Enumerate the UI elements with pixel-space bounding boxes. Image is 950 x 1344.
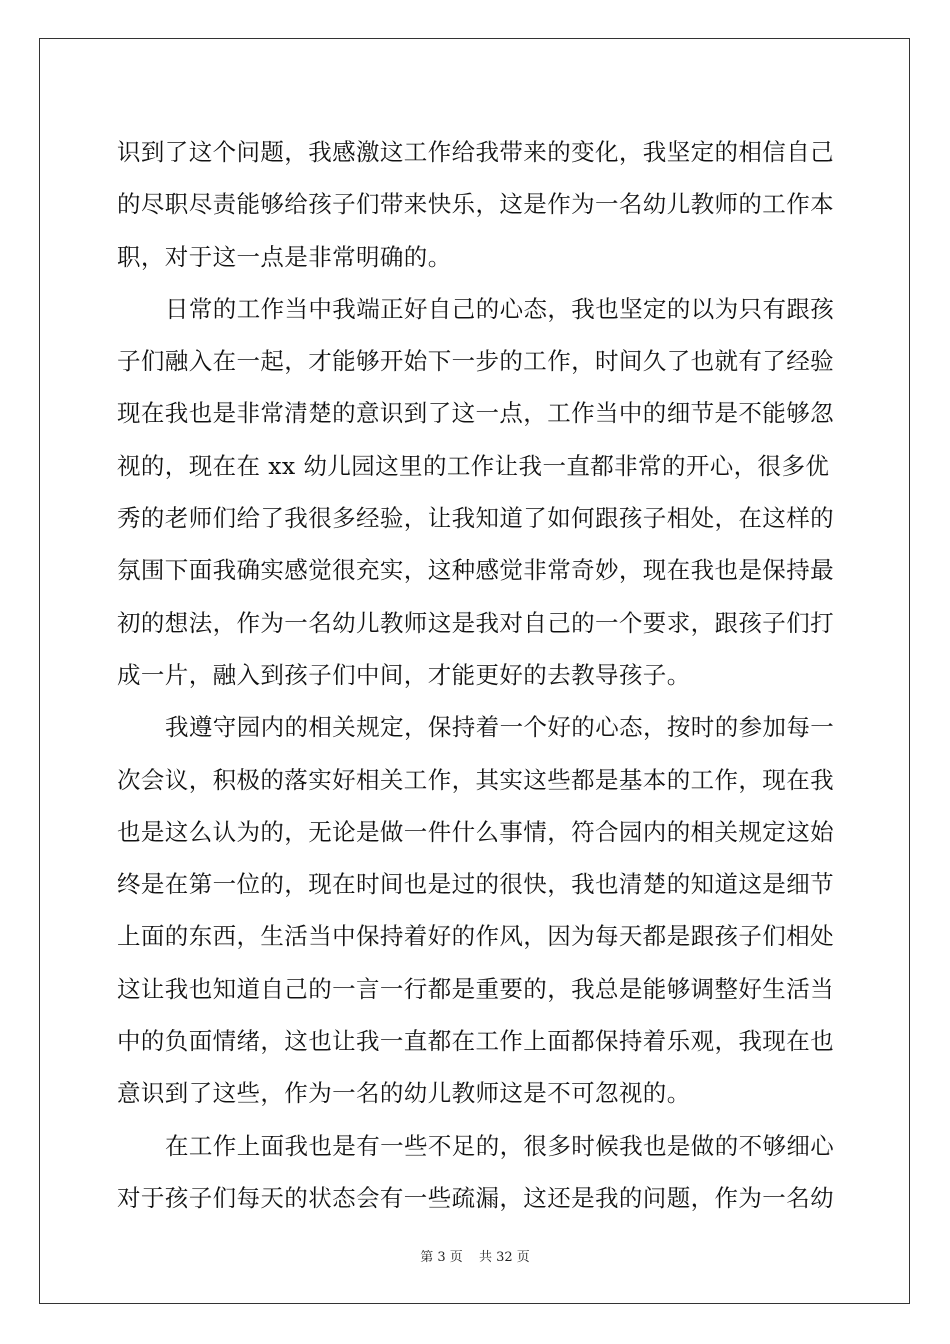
text-line: 次会议，积极的落实好相关工作，其实这些都是基本的工作，现在我 [117,765,834,794]
text-line: 现在我也是非常清楚的意识到了这一点，工作当中的细节是不能够忽 [117,399,834,428]
text-line: 成一片，融入到孩子们中间，才能更好的去教导孩子。 [117,660,691,689]
text-line: 职，对于这一点是非常明确的。 [117,242,452,271]
text-line: 也是这么认为的，无论是做一件什么事情，符合园内的相关规定这始 [117,817,834,846]
text-line: 上面的东西，生活当中保持着好的作风，因为每天都是跟孩子们相处 [117,922,834,951]
total-pages: 共 32 页 [478,1250,530,1265]
text-line: 对于孩子们每天的状态会有一些疏漏，这还是我的问题，作为一名幼 [117,1183,834,1212]
text-line: 终是在第一位的，现在时间也是过的很快，我也清楚的知道这是细节 [117,870,834,899]
text-line: 秀的老师们给了我很多经验，让我知道了如何跟孩子相处，在这样的 [117,504,834,533]
text-line: 中的负面情绪，这也让我一直都在工作上面都保持着乐观，我现在也 [117,1027,834,1056]
text-line: 意识到了这些，作为一名的幼儿教师这是不可忽视的。 [117,1079,691,1108]
text-line: 子们融入在一起，才能够开始下一步的工作，时间久了也就有了经验 [117,347,834,376]
text-line: 在工作上面我也是有一些不足的，很多时候我也是做的不够细心 [165,1131,835,1160]
text-line: 识到了这个问题，我感激这工作给我带来的变化，我坚定的相信自己 [117,138,834,166]
page-footer [0,1246,950,1265]
text-line: 视的，现在在 xx 幼儿园这里的工作让我一直都非常的开心，很多优 [117,451,830,480]
text-line: 日常的工作当中我端正好自己的心态，我也坚定的以为只有跟孩 [165,294,835,323]
text-line: 的尽职尽责能够给孩子们带来快乐，这是作为一名幼儿教师的工作本 [117,190,834,219]
page-number: 第 3 页 [420,1250,463,1265]
text-line: 初的想法，作为一名幼儿教师这是我对自己的一个要求，跟孩子们打 [117,608,834,637]
text-line: 这让我也知道自己的一言一行都是重要的，我总是能够调整好生活当 [117,974,834,1003]
text-line: 氛围下面我确实感觉很充实，这种感觉非常奇妙，现在我也是保持最 [117,556,834,585]
text-line: 我遵守园内的相关规定，保持着一个好的心态，按时的参加每一 [165,713,835,742]
document-body [117,126,837,1224]
